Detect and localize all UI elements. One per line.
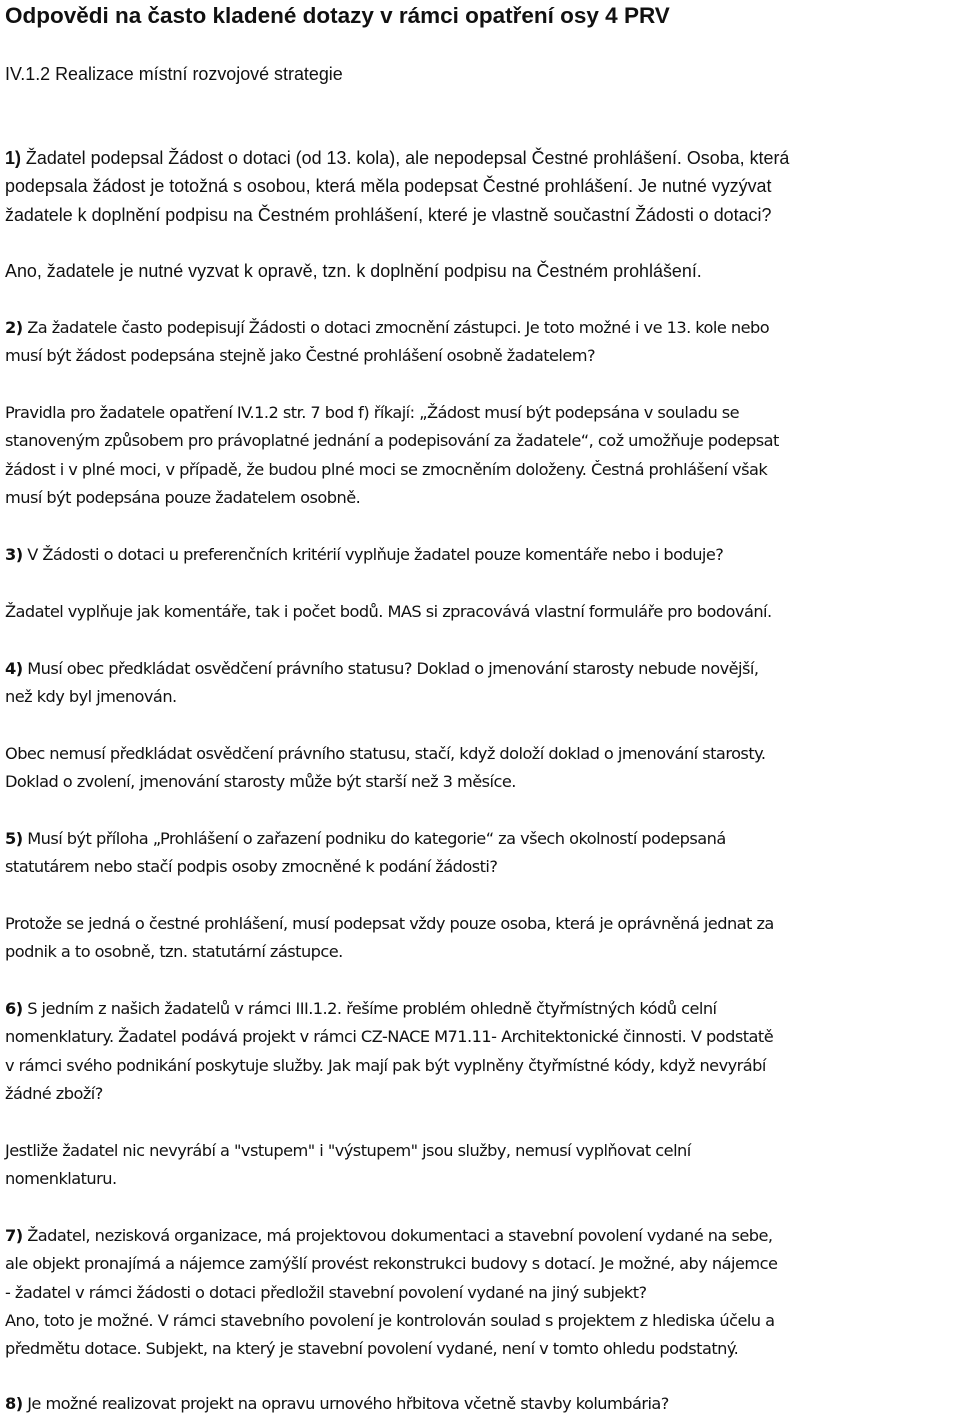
question-text: podepsala žádost je totožná s osobou, která měla podepsat Čestné prohlášení. Je nutné vyzývat: [5, 176, 772, 197]
question-number: 8): [5, 1394, 23, 1413]
question-5: [5, 825, 960, 882]
question-text: nomenklatury. Žadatel podává projekt v rámci CZ-NACE M71.11- Architektonické činnosti. V podstatě: [5, 1027, 774, 1047]
answer-text: nomenklaturu.: [5, 1169, 117, 1189]
answer-text: Doklad o zvolení, jmenování starosty může být starší než 3 měsíce.: [5, 772, 516, 792]
answer-text: předmětu dotace. Subjekt, na který je stavební povolení vydané, není v tomto ohledu podstatný.: [5, 1339, 739, 1359]
question-text: než kdy byl jmenován.: [5, 687, 177, 707]
answer-text: musí být podepsána pouze žadatelem osobně.: [5, 488, 361, 508]
answer-text: podnik a to osobně, tzn. statutární zástupce.: [5, 942, 343, 962]
answer-6: [5, 1137, 960, 1194]
question-number: 3): [5, 545, 23, 564]
answer-4: [5, 740, 960, 797]
question-number: 2): [5, 318, 23, 337]
question-2: [5, 314, 960, 371]
answer-text: Ano, žadatele je nutné vyzvat k opravě, tzn. k doplnění podpisu na Čestném prohlášení.: [5, 261, 702, 281]
answer-3: [5, 598, 960, 626]
question-text: statutárem nebo stačí podpis osoby zmocněné k podání žádosti?: [5, 857, 498, 877]
document-title: Odpovědi na často kladené dotazy v rámci opatření osy 4 PRV: [5, 3, 670, 28]
question-text: Musí obec předkládat osvědčení právního statusu? Doklad o jmenování starosty nebude novější,: [27, 659, 759, 678]
question-number: 1): [5, 148, 21, 168]
question-text: Žadatel, nezisková organizace, má projektovou dokumentaci a stavební povolení vydané na sebe,: [27, 1226, 773, 1245]
section-heading: [5, 60, 960, 88]
answer-text: stanoveným způsobem pro právoplatné jednání a podepisování za žadatele“, což umožňuje podepsat: [5, 431, 779, 451]
answer-1: [5, 257, 960, 285]
question-text: Musí být příloha „Prohlášení o zařazení podniku do kategorie“ za všech okolností podepsaná: [27, 829, 726, 848]
question-6: [5, 995, 960, 1109]
answer-text: Žadatel vyplňuje jak komentáře, tak i počet bodů. MAS si zpracovává vlastní formuláře pro bodování.: [5, 602, 772, 621]
question-text: ale objekt pronajímá a nájemce zamýšlí provést rekonstrukci budovy s dotací. Je možné, aby nájemce: [5, 1254, 778, 1274]
question-7: [5, 1222, 960, 1307]
answer-text: žádost i v plné moci, v případě, že budou plné moci se zmocněním doloženy. Čestná prohlášení však: [5, 459, 768, 479]
answer-5: [5, 910, 960, 967]
question-number: 4): [5, 659, 23, 678]
question-text: žadatele k doplnění podpisu na Čestném prohlášení, které je vlastně součastní Žádosti o dotaci?: [5, 204, 772, 225]
question-text: - žadatel v rámci žádosti o dotaci předložil stavební povolení vydané na jiný subjekt?: [5, 1282, 647, 1302]
section-heading-text: IV.1.2 Realizace místní rozvojové strategie: [5, 64, 343, 84]
question-4: [5, 655, 960, 712]
question-number: 7): [5, 1226, 23, 1245]
answer-7: [5, 1307, 960, 1364]
question-text: žádné zboží?: [5, 1084, 103, 1104]
answer-text: Pravidla pro žadatele opatření IV.1.2 str. 7 bod f) říkají: „Žádost musí být podepsána v souladu se: [5, 403, 740, 422]
question-text: V Žádosti o dotaci u preferenčních kritérií vyplňuje žadatel pouze komentáře nebo i boduje?: [27, 545, 724, 564]
answer-text: Obec nemusí předkládat osvědčení právního statusu, stačí, když doloží doklad o jmenování starosty.: [5, 744, 766, 763]
question-text: Je možné realizovat projekt na opravu urnového hřbitova včetně stavby kolumbária?: [27, 1394, 669, 1413]
answer-2: [5, 399, 960, 513]
question-text: v rámci svého podnikání poskytuje služby. Jak mají pak být vyplněny čtyřmístné kódy, když nevyrábí: [5, 1055, 766, 1075]
question-3: [5, 541, 960, 569]
question-text: S jedním z našich žadatelů v rámci III.1.2. řešíme problém ohledně čtyřmístných kódů celní: [27, 999, 717, 1018]
question-1: [5, 144, 960, 229]
question-text: musí být žádost podepsána stejně jako Čestné prohlášení osobně žadatelem?: [5, 346, 596, 366]
answer-text: Ano, toto je možné. V rámci stavebního povolení je kontrolován soulad s projektem z hlediska účelu a: [5, 1311, 775, 1330]
question-number: 5): [5, 829, 23, 848]
answer-text: Jestliže žadatel nic nevyrábí a "vstupem" i "výstupem" jsou služby, nemusí vyplňovat celní: [5, 1141, 691, 1160]
answer-text: Protože se jedná o čestné prohlášení, musí podepsat vždy pouze osoba, která je oprávněná jednat za: [5, 914, 774, 933]
question-text: Žadatel podepsal Žádost o dotaci (od 13. kola), ale nepodepsal Čestné prohlášení. Osoba, která: [25, 148, 790, 168]
question-number: 6): [5, 999, 23, 1018]
question-8: [5, 1390, 960, 1418]
question-text: Za žadatele často podepisují Žádosti o dotaci zmocnění zástupci. Je toto možné i ve 13. kole nebo: [27, 318, 770, 337]
